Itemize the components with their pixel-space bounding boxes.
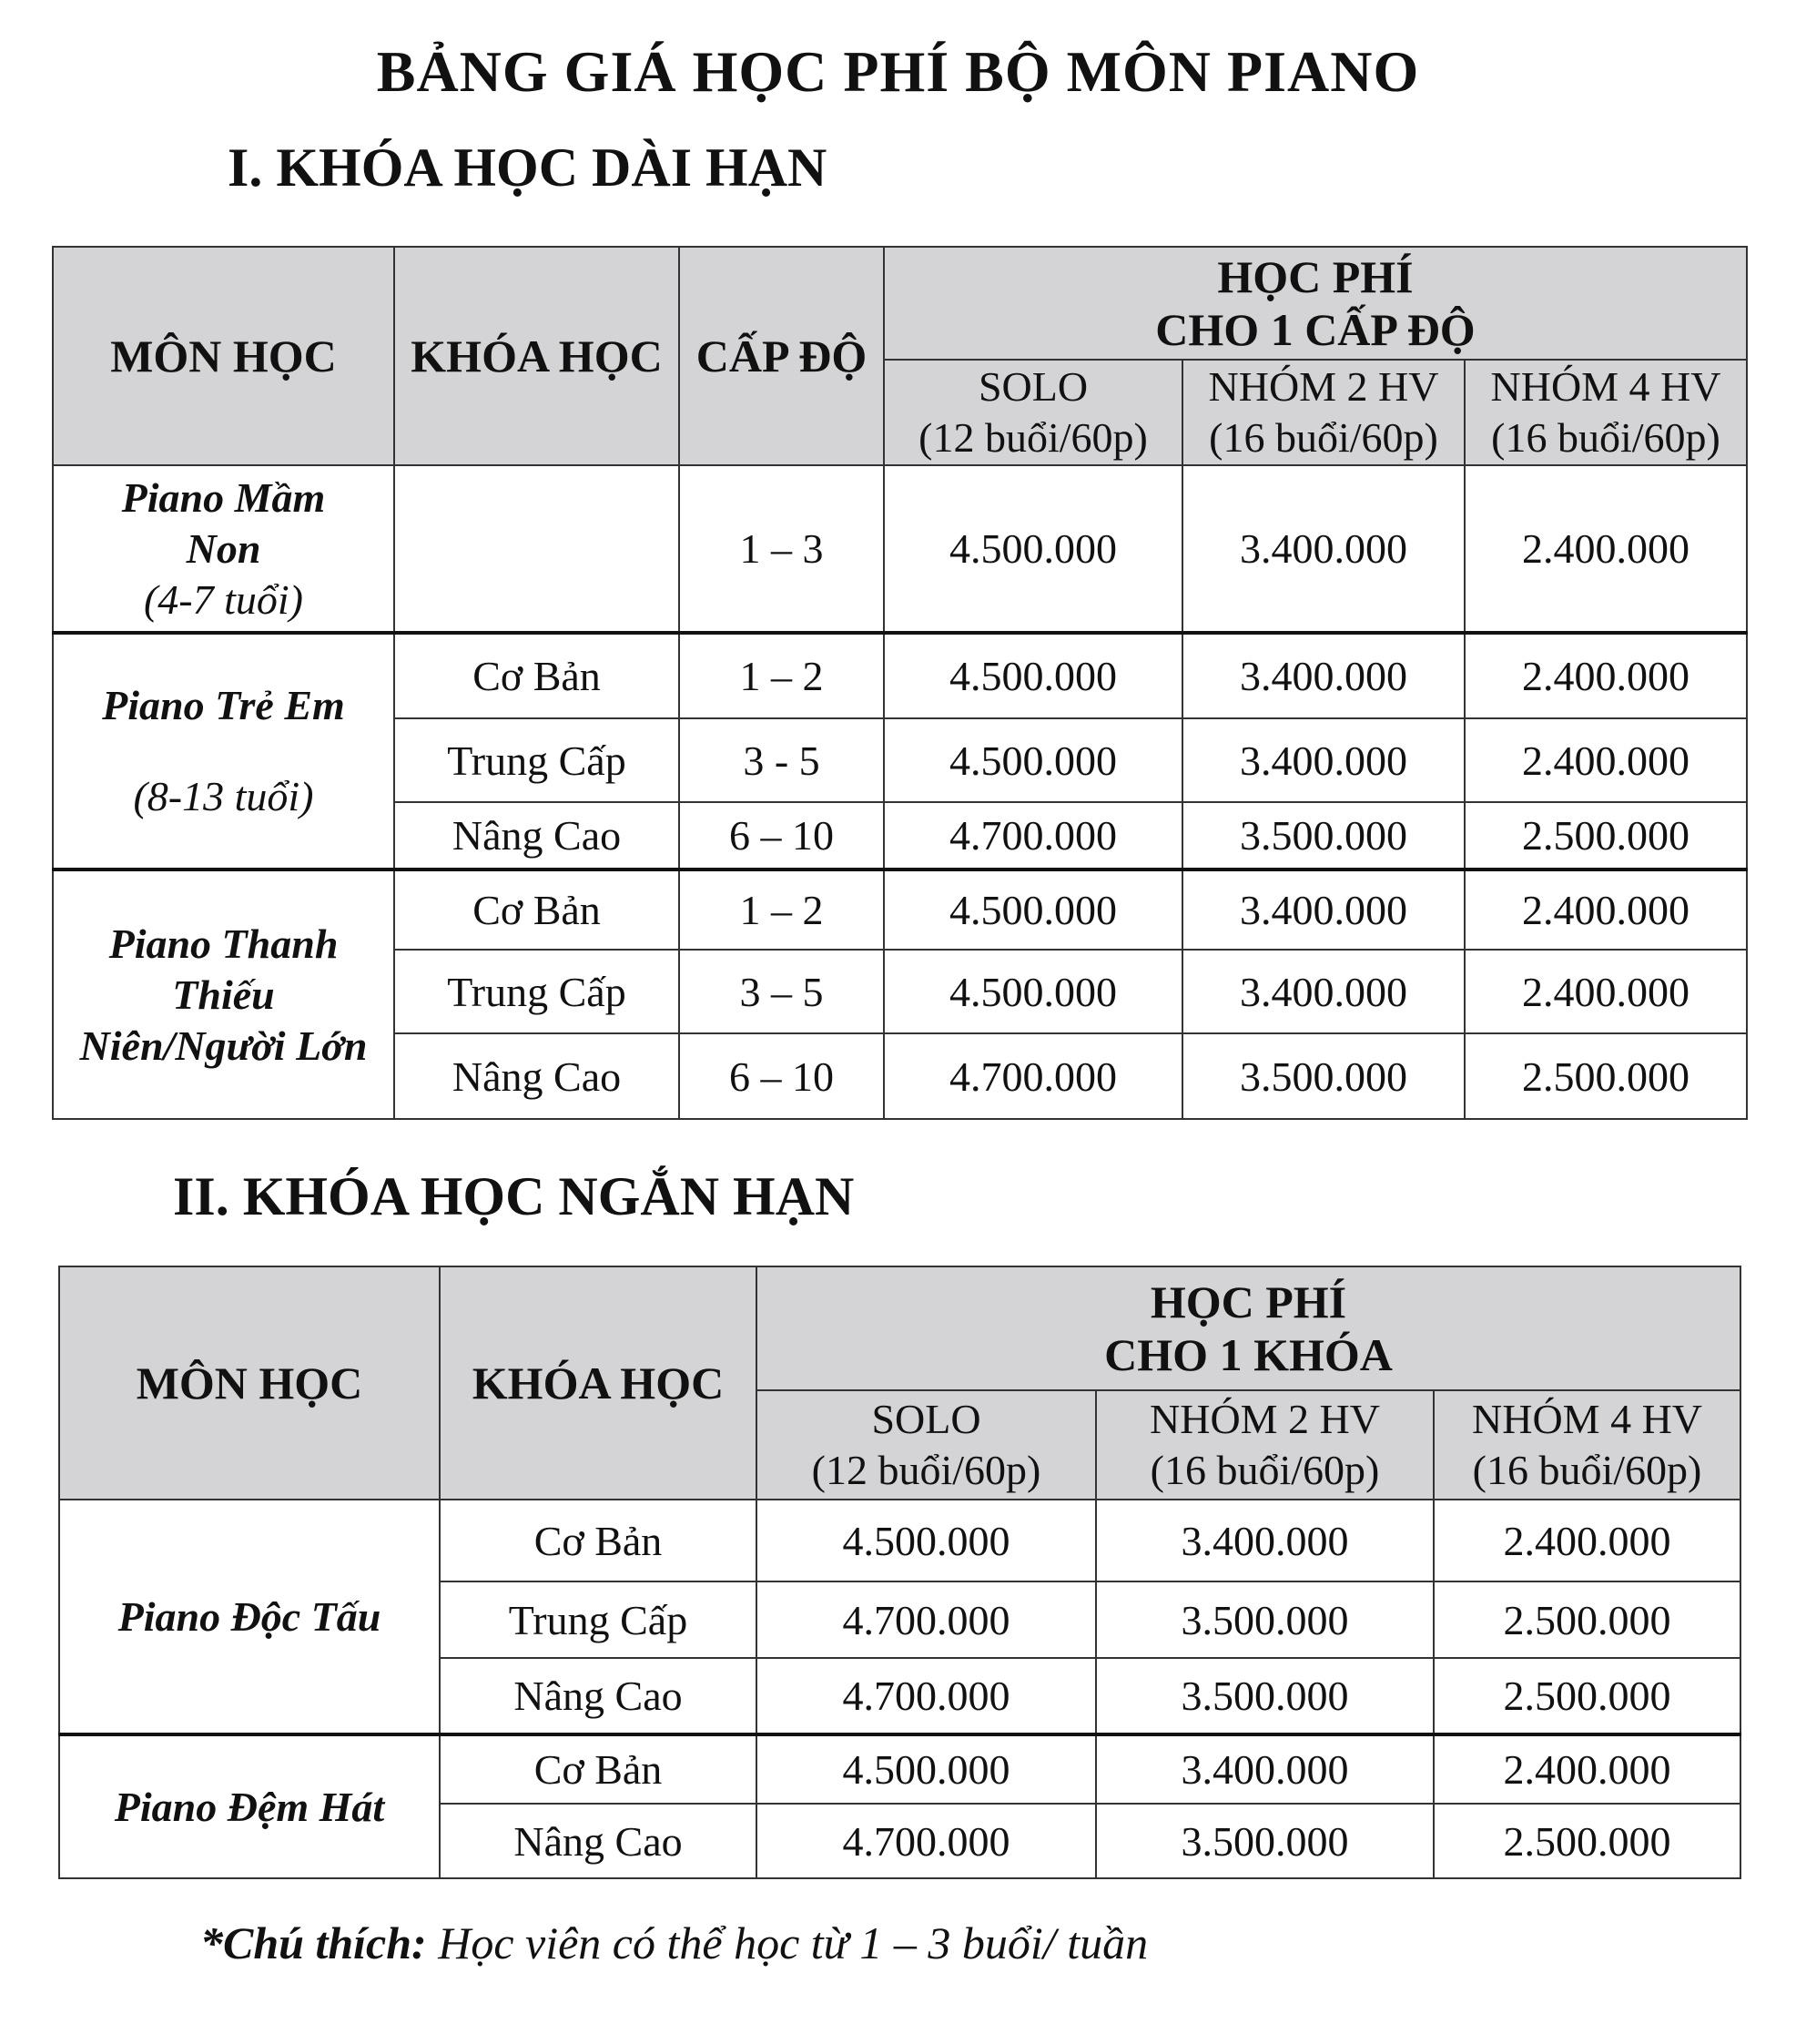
solo-price: 4.500.000 — [884, 633, 1182, 718]
header-nhom2-sub: (16 buổi/60p) — [1150, 1447, 1380, 1493]
course-cell: Cơ Bản — [440, 1734, 756, 1804]
group4-price: 2.500.000 — [1434, 1658, 1740, 1734]
header-cap-do: CẤP ĐỘ — [679, 247, 884, 465]
header-solo-label: SOLO — [871, 1396, 981, 1442]
header-nhom2-label: NHÓM 2 HV — [1150, 1396, 1380, 1442]
header-nhom2-sub: (16 buổi/60p) — [1209, 414, 1438, 461]
section-long-term-heading: I. KHÓA HỌC DÀI HẠN — [228, 137, 827, 198]
header-hoc-phi — [756, 1266, 1740, 1390]
table-row — [59, 1500, 1740, 1581]
header-hoc-phi-line1: HỌC PHÍ — [1217, 251, 1414, 302]
solo-price: 4.500.000 — [884, 718, 1182, 802]
course-cell: Nâng Cao — [394, 802, 679, 869]
footnote-label: *Chú thích: — [200, 1917, 427, 1968]
group2-price: 3.400.000 — [1182, 718, 1465, 802]
header-hoc-phi-line2: CHO 1 KHÓA — [1104, 1329, 1393, 1380]
header-nhom4-label: NHÓM 4 HV — [1472, 1396, 1703, 1442]
group4-price: 2.400.000 — [1465, 718, 1747, 802]
group4-price: 2.400.000 — [1465, 465, 1747, 633]
group2-price: 3.400.000 — [1182, 465, 1465, 633]
subject-cell — [53, 465, 394, 633]
subject-cell: Piano Độc Tấu — [59, 1500, 440, 1734]
header-solo — [756, 1390, 1096, 1500]
level-cell: 1 – 2 — [679, 869, 884, 950]
table-row — [53, 633, 1747, 718]
header-nhom4-sub: (16 buổi/60p) — [1472, 1447, 1702, 1493]
solo-price: 4.500.000 — [884, 869, 1182, 950]
long-term-price-table — [52, 246, 1748, 1120]
solo-price: 4.700.000 — [884, 1033, 1182, 1119]
solo-price: 4.500.000 — [884, 950, 1182, 1033]
header-khoa-hoc: KHÓA HỌC — [394, 247, 679, 465]
level-cell: 1 – 3 — [679, 465, 884, 633]
group4-price: 2.400.000 — [1465, 633, 1747, 718]
course-cell: Nâng Cao — [440, 1804, 756, 1878]
subject-line: Piano Trẻ Em — [102, 682, 345, 728]
group2-price: 3.400.000 — [1096, 1500, 1434, 1581]
short-term-price-table — [58, 1266, 1741, 1879]
subject-line: Thiếu — [172, 971, 275, 1018]
level-cell: 6 – 10 — [679, 1033, 884, 1119]
header-hoc-phi-line1: HỌC PHÍ — [1150, 1276, 1347, 1327]
solo-price: 4.500.000 — [756, 1500, 1096, 1581]
footnote-text: Học viên có thể học từ 1 – 3 buổi/ tuần — [426, 1917, 1149, 1968]
group4-price: 2.400.000 — [1434, 1500, 1740, 1581]
table-row — [53, 465, 1747, 633]
group4-price: 2.500.000 — [1434, 1581, 1740, 1658]
header-nhom4-label: NHÓM 4 HV — [1490, 363, 1721, 410]
course-cell: Trung Cấp — [440, 1581, 756, 1658]
subject-line: Non — [186, 524, 261, 572]
subject-age: (4-7 tuổi) — [143, 575, 303, 623]
header-solo-label: SOLO — [978, 363, 1089, 410]
course-cell: Nâng Cao — [394, 1033, 679, 1119]
group2-price: 3.500.000 — [1182, 802, 1465, 869]
subject-line: Niên/Người Lớn — [79, 1022, 368, 1069]
solo-price: 4.700.000 — [756, 1581, 1096, 1658]
header-nhom2-label: NHÓM 2 HV — [1208, 363, 1439, 410]
subject-cell — [53, 869, 394, 1119]
page-title: BẢNG GIÁ HỌC PHÍ BỘ MÔN PIANO — [376, 39, 1420, 104]
header-khoa-hoc: KHÓA HỌC — [440, 1266, 756, 1500]
header-mon-hoc: MÔN HỌC — [59, 1266, 440, 1500]
header-nhom4 — [1434, 1390, 1740, 1500]
group4-price: 2.400.000 — [1465, 950, 1747, 1033]
group2-price: 3.400.000 — [1182, 950, 1465, 1033]
header-nhom4-sub: (16 buổi/60p) — [1491, 414, 1720, 461]
group4-price: 2.500.000 — [1434, 1804, 1740, 1878]
solo-price: 4.500.000 — [756, 1734, 1096, 1804]
level-cell: 3 - 5 — [679, 718, 884, 802]
subject-cell — [53, 633, 394, 869]
header-solo — [884, 360, 1182, 465]
header-solo-sub: (12 buổi/60p) — [811, 1447, 1041, 1493]
course-cell: Cơ Bản — [394, 633, 679, 718]
group2-price: 3.400.000 — [1182, 633, 1465, 718]
header-nhom4 — [1465, 360, 1747, 465]
level-cell: 3 – 5 — [679, 950, 884, 1033]
section-short-term-heading: II. KHÓA HỌC NGẮN HẠN — [173, 1166, 855, 1226]
group4-price: 2.400.000 — [1434, 1734, 1740, 1804]
group2-price: 3.500.000 — [1182, 1033, 1465, 1119]
solo-price: 4.500.000 — [884, 465, 1182, 633]
group2-price: 3.400.000 — [1096, 1734, 1434, 1804]
header-mon-hoc: MÔN HỌC — [53, 247, 394, 465]
group4-price: 2.400.000 — [1465, 869, 1747, 950]
group4-price: 2.500.000 — [1465, 802, 1747, 869]
group2-price: 3.500.000 — [1096, 1804, 1434, 1878]
level-cell: 1 – 2 — [679, 633, 884, 718]
header-hoc-phi — [884, 247, 1747, 360]
course-cell: Nâng Cao — [440, 1658, 756, 1734]
course-cell: Cơ Bản — [440, 1500, 756, 1581]
table-row — [59, 1734, 1740, 1804]
solo-price: 4.700.000 — [884, 802, 1182, 869]
group2-price: 3.500.000 — [1096, 1658, 1434, 1734]
subject-line: Piano Thanh — [108, 920, 339, 967]
header-hoc-phi-line2: CHO 1 CẤP ĐỘ — [1155, 304, 1476, 355]
subject-cell: Piano Đệm Hát — [59, 1734, 440, 1878]
level-cell: 6 – 10 — [679, 802, 884, 869]
course-cell: Trung Cấp — [394, 950, 679, 1033]
subject-spacer — [54, 731, 393, 771]
course-cell: Cơ Bản — [394, 869, 679, 950]
group4-price: 2.500.000 — [1465, 1033, 1747, 1119]
group2-price: 3.500.000 — [1096, 1581, 1434, 1658]
header-nhom2 — [1182, 360, 1465, 465]
solo-price: 4.700.000 — [756, 1804, 1096, 1878]
course-cell: Trung Cấp — [394, 718, 679, 802]
group2-price: 3.400.000 — [1182, 869, 1465, 950]
header-nhom2 — [1096, 1390, 1434, 1500]
subject-age: (8-13 tuổi) — [133, 773, 314, 819]
footnote — [200, 1917, 1148, 1969]
table-row — [53, 869, 1747, 950]
header-solo-sub: (12 buổi/60p) — [918, 414, 1148, 461]
solo-price: 4.700.000 — [756, 1658, 1096, 1734]
subject-line: Piano Mầm — [121, 473, 326, 521]
course-cell — [394, 465, 679, 633]
